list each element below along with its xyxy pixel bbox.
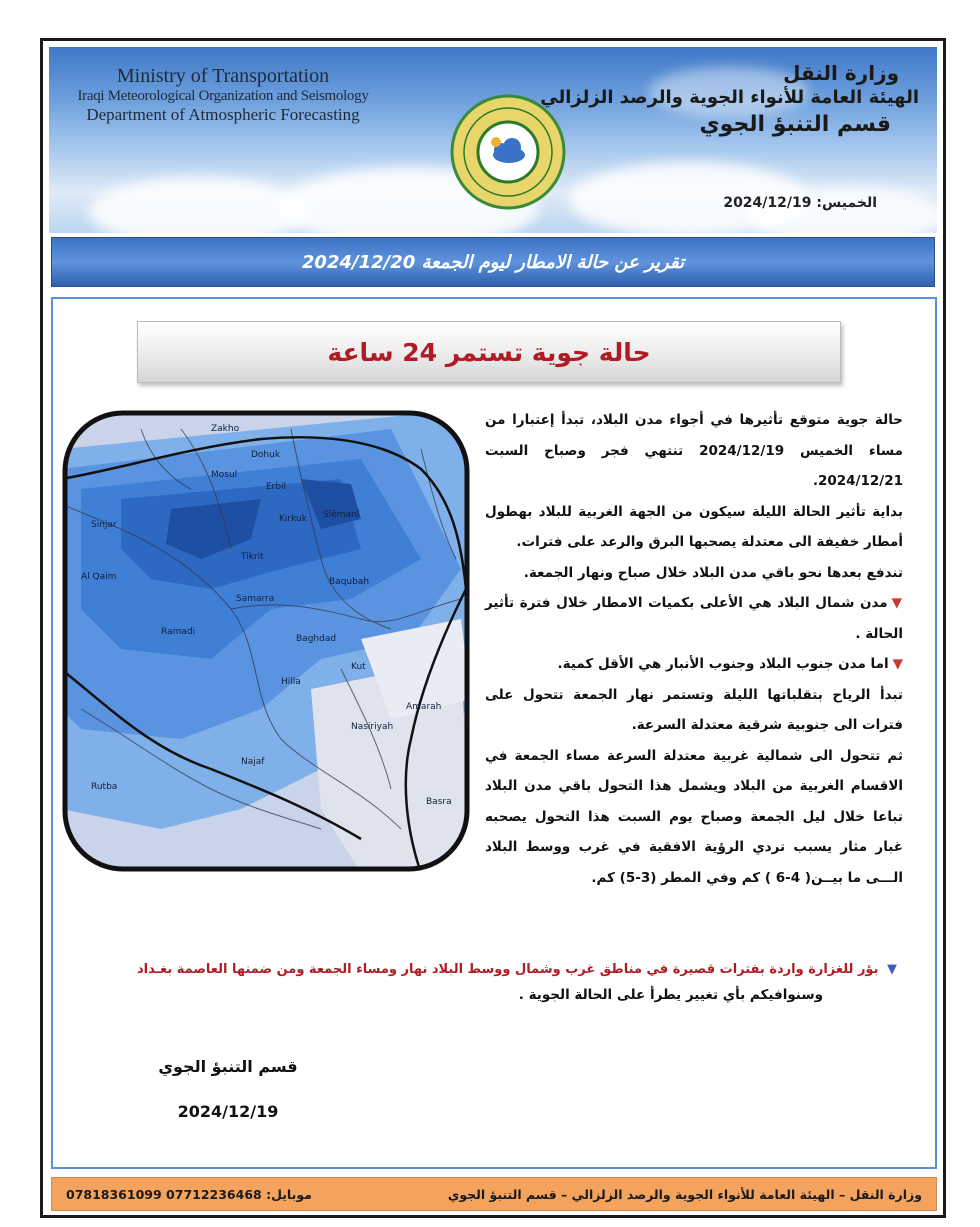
ministry-name-en: Ministry of Transportation [116,65,330,87]
paragraph-spread: تندفع بعدها نحو باقي مدن البلاد خلال صباح ونهار الجمعة. [523,564,903,581]
map-label-zakho: Zakho [211,424,240,434]
map-label-baqubah: Baqubah [329,577,370,587]
department-name-en: Department of Atmospheric Forecasting [86,105,360,125]
map-label-erbil: Erbil [266,482,287,492]
organization-name-ar: الهيئة العامة للأنواء الجوية والرصد الزلزالي [540,87,919,108]
signature-date: 2024/12/19 [177,1102,279,1121]
contact-footer [51,1177,937,1211]
letterhead [49,47,937,233]
headline-box [137,321,841,383]
arabic-letterhead [540,61,919,137]
signature-block [153,1057,303,1121]
english-letterhead [63,65,383,125]
ministry-name-ar: وزارة النقل [783,61,899,85]
paragraph-onset: حالة جوية متوقع تأثيرها في أجواء مدن البلاد، تبدأ إعتبارا من مساء الخميس 2024/12/19 تنتهي فجر وصباح السبت 2024/12/21. [485,412,903,489]
cloud-emblem-icon [449,93,567,211]
report-content [51,297,937,1169]
paragraph-wind-shift: ثم تتحول الى شمالية غربية معتدلة السرعة مساء الجمعة في الاقسام الغربية من البلاد ويشمل هذا التحول باقي مدن البلاد تباعا خلال ليل الجمعة وصباح يوم السبت هذا التحول يصحبه غبار مثار يسبب تردي الرؤية الافقية في غرب ووسط البلاد الـــى ما بيــن( 4-6 ) كم وفي المطر (3-5) كم. [485,747,903,886]
map-label-sinjar: Sinjar [91,520,117,530]
headline: حالة جوية تستمر 24 ساعة [327,337,651,367]
footer-phone-numbers: موبايل: 07712236468 07818361099 [66,1186,312,1202]
bullet-arrow-icon: ▼ [892,656,903,672]
heavy-rain-warning-text: بؤر للغزارة واردة بفترات قصيرة في مناطق غرب وشمال ووسط البلاد نهار ومساء الجمعة ومن ضمنها العاصمة بغـداد [136,962,879,977]
map-label-ramadi: Ramadi [161,627,196,637]
bullet-south [485,649,903,680]
paragraph-winds: تبدأ الرياح بتقلباتها الليلة وتستمر نهار الجمعة تتحول على فترات الى جنوبية شرقية معتدلة السرعة. [485,686,903,733]
map-label-basra: Basra [426,797,452,807]
issue-date: الخميس: 2024/12/19 [723,195,877,211]
map-label-kirkuk: Kirkuk [279,514,307,524]
follow-up-note: وسنوافيكم بأي تغيير يطرأ على الحالة الجوية . [518,987,823,1003]
map-label-baghdad: Baghdad [296,634,337,644]
bullet-arrow-icon: ▼ [887,962,897,977]
report-body [485,405,903,893]
rainfall-map [61,409,471,873]
map-label-tikrit: Tikrit [241,552,264,562]
footer-organization: وزارة النقل – الهيئة العامة للأنواء الجوية والرصد الزلزالي – قسم التنبؤ الجوي [447,1186,922,1202]
bullet-north-text: مدن شمال البلاد هي الأعلى بكميات الامطار خلال فترة تأثير الحالة . [485,595,903,642]
paragraph-start: بداية تأثير الحالة الليلة سيكون من الجهة الغربية للبلاد بهطول أمطار خفيفة الى معتدلة يصحبها البرق والرعد على فترات. [485,503,903,550]
map-label-kut: Kut [351,662,366,672]
department-name-ar: قسم التنبؤ الجوي [699,112,891,137]
map-label-najaf: Najaf [241,757,265,767]
map-label-samarra: Samarra [236,594,275,604]
map-label-nasiriyah: Nasiriyah [351,722,394,732]
map-label-alqaim: Al Qaim [81,572,117,582]
map-label-amarah: Amarah [406,702,442,712]
bullet-north [485,588,903,649]
map-label-mosul: Mosul [211,470,238,480]
bullet-arrow-icon: ▼ [891,595,903,611]
report-banner [51,237,935,287]
report-banner-text: تقرير عن حالة الامطار ليوم الجمعة 2024/12/20 [301,251,685,273]
report-frame [40,38,946,1218]
signature-department: قسم التنبؤ الجوي [158,1057,298,1076]
map-label-slemani: Slēmanî [323,510,360,520]
bullet-south-text: اما مدن جنوب البلاد وجنوب الأنبار هي الأقل كمية. [557,656,889,672]
heavy-rain-warning [109,955,897,985]
map-label-hilla: Hilla [281,677,301,687]
organization-name-en: Iraqi Meteorological Organization and Seismology [77,88,369,104]
map-label-dohuk: Dohuk [251,450,281,460]
map-label-rutba: Rutba [91,782,118,792]
